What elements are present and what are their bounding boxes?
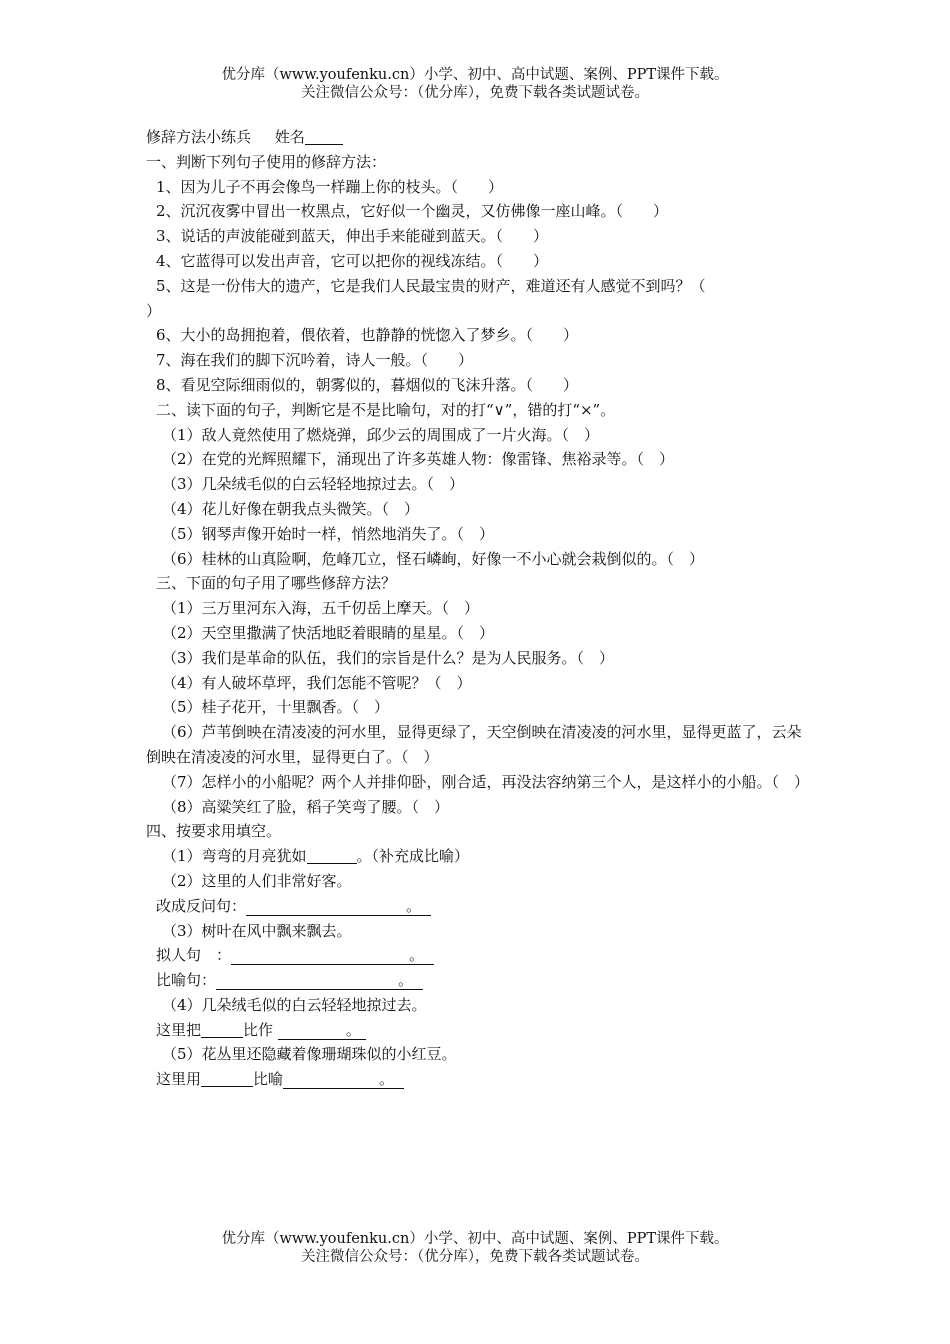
s3-item-4: （4）有人破坏草坪，我们怎能不管呢？（ ） bbox=[162, 673, 472, 692]
s4-q4-answer: 这里把 比作 。 bbox=[146, 1018, 812, 1043]
s3-item-3: （3）我们是革命的队伍，我们的宗旨是什么？是为人民服务。（ ） bbox=[162, 648, 615, 667]
s2-item-3: （3）几朵绒毛似的白云轻轻地掠过去。（ ） bbox=[162, 475, 465, 494]
section-1-heading: 一、判断下列句子使用的修辞方法： bbox=[146, 152, 387, 171]
s4-q5: （5）花丛里还隐藏着像珊瑚珠似的小红豆。 bbox=[162, 1045, 457, 1064]
header-line-1: 优分库（www.youfenku.cn）小学、初中、高中试题、案例、PPT课件下载。 bbox=[221, 67, 729, 83]
s4-q5-answer: 这里用 比喻 。 bbox=[146, 1067, 812, 1092]
s2-item-4: （4）花儿好像在朝我点头微笑。（ ） bbox=[162, 499, 420, 518]
s3-item-6: （6）芦苇倒映在清凌凌的河水里，显得更绿了，天空倒映在清凌凌的河水里，显得更蓝了，云朵倒映在清凌凌的河水里，显得更白了。（ ） bbox=[146, 723, 802, 766]
section-3-heading: 三、下面的句子用了哪些修辞方法？ bbox=[156, 574, 397, 593]
section-4-heading: 四、按要求用填空。 bbox=[146, 822, 282, 841]
s4-q3: （3）树叶在风中飘来飘去。 bbox=[162, 921, 352, 940]
s1-item-3: 3、说话的声波能碰到蓝天，伸出手来能碰到蓝天。（ ） bbox=[156, 227, 549, 246]
vehicle-blank[interactable]: 。 bbox=[278, 1021, 366, 1040]
section-2-heading: 二、读下面的句子，判断它是不是比喻句，对的打“∨”，错的打“×”。 bbox=[156, 400, 616, 419]
s3-item-2: （2）天空里撒满了快活地眨着眼睛的星星。（ ） bbox=[162, 623, 495, 642]
s3-item-5: （5）桂子花开，十里飘香。（ ） bbox=[162, 698, 390, 717]
s1-item-1: 1、因为儿子不再会像鸟一样蹦上你的枝头。（ ） bbox=[156, 177, 504, 196]
s4-q3-personify: 拟人句 ： 。 bbox=[146, 943, 812, 968]
header-line-2: 关注微信公众号：（优分库），免费下载各类试题试卷。 bbox=[301, 85, 649, 101]
s2-item-5: （5）钢琴声像开始时一样，悄然地消失了。（ ） bbox=[162, 524, 495, 543]
moon-simile-blank[interactable] bbox=[307, 847, 357, 864]
s2-item-6: （6）桂林的山真险啊，危峰兀立，怪石嶙峋，好像一不小心就会栽倒似的。（ ） bbox=[162, 549, 705, 568]
q5-vehicle-blank[interactable]: 。 bbox=[283, 1070, 404, 1089]
s4-q1: （1）弯弯的月亮犹如 。（补充成比喻） bbox=[162, 847, 470, 866]
personification-blank[interactable]: 。 bbox=[231, 946, 434, 965]
s4-q2: （2）这里的人们非常好客。 bbox=[162, 871, 352, 890]
s3-item-1: （1）三万里河东入海，五千仞岳上摩天。（ ） bbox=[162, 599, 480, 618]
s4-q3-simile: 比喻句： 。 bbox=[146, 968, 812, 993]
s1-item-4: 4、它蓝得可以发出声音，它可以把你的视线冻结。（ ） bbox=[156, 251, 549, 270]
s1-item-5-cont: ） bbox=[146, 301, 162, 320]
footer-line-2: 关注微信公众号：（优分库），免费下载各类试题试卷。 bbox=[301, 1249, 649, 1265]
s1-item-7: 7、海在我们的脚下沉吟着，诗人一般。（ ） bbox=[156, 351, 474, 370]
s1-item-8: 8、看见空际细雨似的，朝雾似的，暮烟似的飞沫升落。（ ） bbox=[156, 375, 579, 394]
footer-line-1: 优分库（www.youfenku.cn）小学、初中、高中试题、案例、PPT课件下载。 bbox=[221, 1231, 729, 1247]
s4-q4: （4）几朵绒毛似的白云轻轻地掠过去。 bbox=[162, 995, 427, 1014]
page-header bbox=[0, 66, 950, 102]
rhetorical-question-blank[interactable]: 。 bbox=[246, 897, 431, 916]
s1-item-5: 5、这是一份伟大的遗产，它是我们人民最宝贵的财产，难道还有人感觉不到吗？（ bbox=[156, 276, 706, 295]
s1-item-6: 6、大小的岛拥抱着，偎依着，也静静的恍惚入了梦乡。（ ） bbox=[156, 326, 579, 345]
page-footer bbox=[0, 1230, 950, 1266]
simile-blank[interactable]: 。 bbox=[216, 971, 423, 990]
s3-item-7: （7）怎样小的小船呢？两个人并排仰卧，刚合适，再没法容纳第三个人，是这样小的小船。（ ） bbox=[162, 772, 810, 791]
s3-item-8: （8）高粱笑红了脸，稻子笑弯了腰。（ ） bbox=[162, 797, 450, 816]
s1-item-2: 2、沉沉夜雾中冒出一枚黑点，它好似一个幽灵，又仿佛像一座山峰。（ ） bbox=[156, 202, 669, 221]
s2-item-2: （2）在党的光辉照耀下，涌现出了许多英雄人物：像雷锋、焦裕录等。（ ） bbox=[162, 450, 675, 469]
worksheet bbox=[146, 125, 812, 1092]
tenor-blank[interactable] bbox=[201, 1021, 243, 1038]
worksheet-title: 修辞方法小练兵 姓名 bbox=[146, 125, 812, 150]
q5-tenor-blank[interactable] bbox=[201, 1070, 253, 1087]
name-blank[interactable] bbox=[305, 128, 343, 145]
s4-q2-answer: 改成反问句： 。 bbox=[146, 894, 812, 919]
s2-item-1: （1）敌人竟然使用了燃烧弹，邱少云的周围成了一片火海。（ ） bbox=[162, 425, 600, 444]
